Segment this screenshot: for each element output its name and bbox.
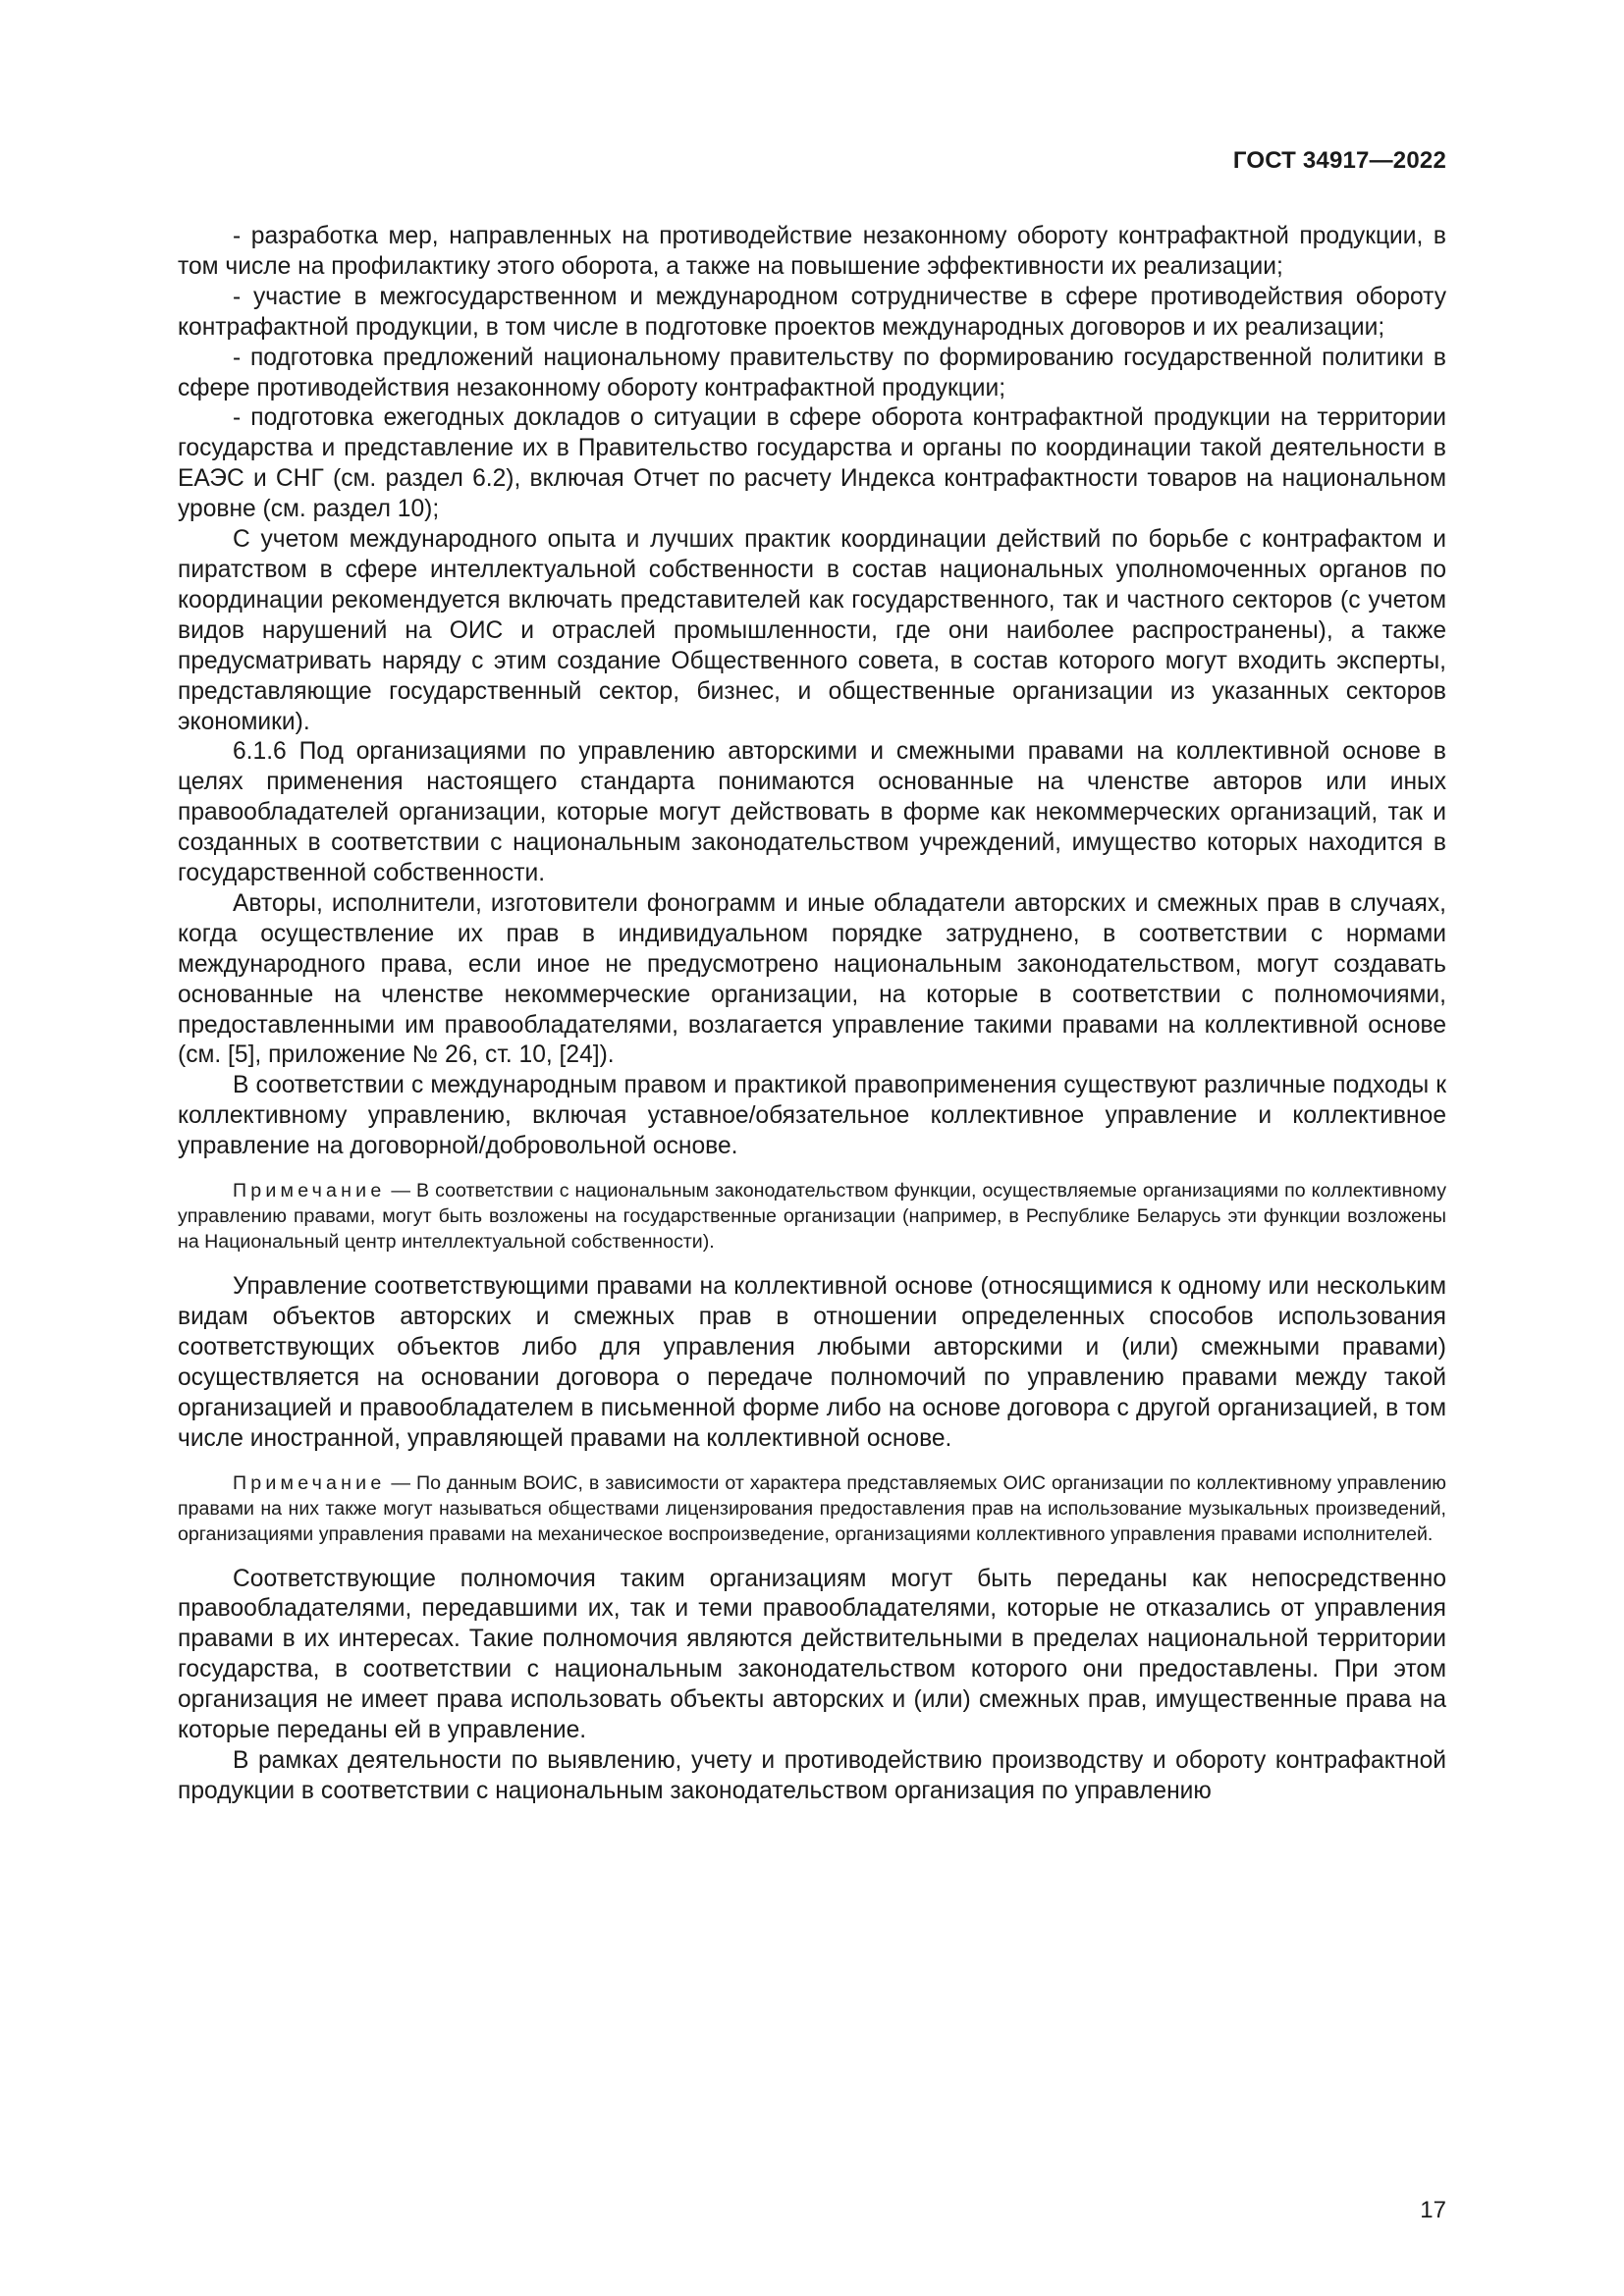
paragraph: Управление соответствующими правами на коллективной основе (относящимися к одному или нескольким видам объектов авторских и смежных прав в отношении определенных способов использования соответствующих объектов либо для управления любыми авторскими и (или) смежными правами) осуществляется на основании договора о передаче полномочий по управлению правами между такой организацией и правообладателем в письменной форме либо на основе договора с другой организацией, в том числе иностранной, управляющей правами на коллективной основе. <box>178 1273 1446 1452</box>
paragraph: - подготовка предложений национальному правительству по формированию государственной политики в сфере противодействия незаконному обороту контрафактной продукции; <box>178 344 1446 401</box>
paragraph: Авторы, исполнители, изготовители фонограмм и иные обладатели авторских и смежных прав в случаях, когда осуществление их прав в индивидуальном порядке затруднено, в соответствии с нормами международного права, если иное не предусмотрено национальным законодательством, могут создавать основанные на членстве некоммерческие организации, на которые в соответствии с полномочиями, предоставленными им правообладателями, возлагается управление такими правами на коллективной основе (см. [5], приложение № 26, ст. 10, [24]). <box>178 889 1446 1069</box>
note-text: — По данным ВОИС, в зависимости от характера представляемых ОИС организации по коллективному управлению правами на них также могут называться обществами лицензирования предоставления прав на использование музыкальных произведений, организациями управления правами на механическое воспроизведение, организациями коллективного управления правами исполнителей. <box>178 1471 1446 1545</box>
paragraph: В рамках деятельности по выявлению, учету и противодействию производству и обороту контрафактной продукции в соответствии с национальным законодательством организация по управлению <box>178 1746 1446 1804</box>
paragraph: - разработка мер, направленных на противодействие незаконному обороту контрафактной продукции, в том числе на профилактику этого оборота, а также на повышение эффективности их реализации; <box>178 223 1446 280</box>
note-label: Примечание <box>233 1471 386 1494</box>
paragraph: - подготовка ежегодных докладов о ситуации в сфере оборота контрафактной продукции на территории государства и представление их в Правительство государства и органы по координации такой деятельности в ЕАЭС и СНГ (см. раздел 6.2), включая Отчет по расчету Индекса контрафактности товаров на национальном уровне (см. раздел 10); <box>178 404 1446 523</box>
page-content <box>178 222 1446 1807</box>
note-text: — В соответствии с национальным законодательством функции, осуществляемые организациями по коллективному управлению правами, могут быть возложены на государственные организации (например, в Республике Беларусь эти функции возложены на Национальный центр интеллектуальной собственности). <box>178 1180 1446 1254</box>
paragraph: 6.1.6 Под организациями по управлению авторскими и смежными правами на коллективной основе в целях применения настоящего стандарта понимаются основанные на членстве авторов или иных правообладателей организации, которые могут действовать в форме как некоммерческих организаций, так и созданных в соответствии с национальным законодательством учреждений, имущество которых находится в государственной собственности. <box>178 738 1446 887</box>
note-block <box>178 1178 1446 1255</box>
paragraph: - участие в межгосударственном и международном сотрудничестве в сфере противодействия обороту контрафактной продукции, в том числе в подготовке проектов международных договоров и их реализации; <box>178 283 1446 341</box>
standard-code-header: ГОСТ 34917—2022 <box>1232 147 1446 174</box>
note-block <box>178 1470 1446 1547</box>
page-number: 17 <box>1420 2197 1446 2223</box>
paragraph: Соответствующие полномочия таким организациям могут быть переданы как непосредственно правообладателями, передавшими их, так и теми правообладателями, которые не отказались от управления правами в их интересах. Такие полномочия являются действительными в пределах национальной территории государства, в соответствии с национальным законодательством которого они предоставлены. При этом организация не имеет права использовать объекты авторских и (или) смежных прав, имущественные права на которые переданы ей в управление. <box>178 1565 1446 1744</box>
paragraph: В соответствии с международным правом и практикой правоприменения существуют различные подходы к коллективному управлению, включая уставное/обязательное коллективное управление и коллективное управление на договорной/добровольной основе. <box>178 1072 1446 1160</box>
paragraph: С учетом международного опыта и лучших практик координации действий по борьбе с контрафактом и пиратством в сфере интеллектуальной собственности в состав национальных уполномоченных органов по координации рекомендуется включать представителей как государственного, так и частного секторов (с учетом видов нарушений на ОИС и отраслей промышленности, где они наиболее распространены), а также предусматривать наряду с этим создание Общественного совета, в состав которого могут входить эксперты, представляющие государственный сектор, бизнес, и общественные организации из указанных секторов экономики). <box>178 526 1446 735</box>
note-label: Примечание <box>233 1180 386 1202</box>
